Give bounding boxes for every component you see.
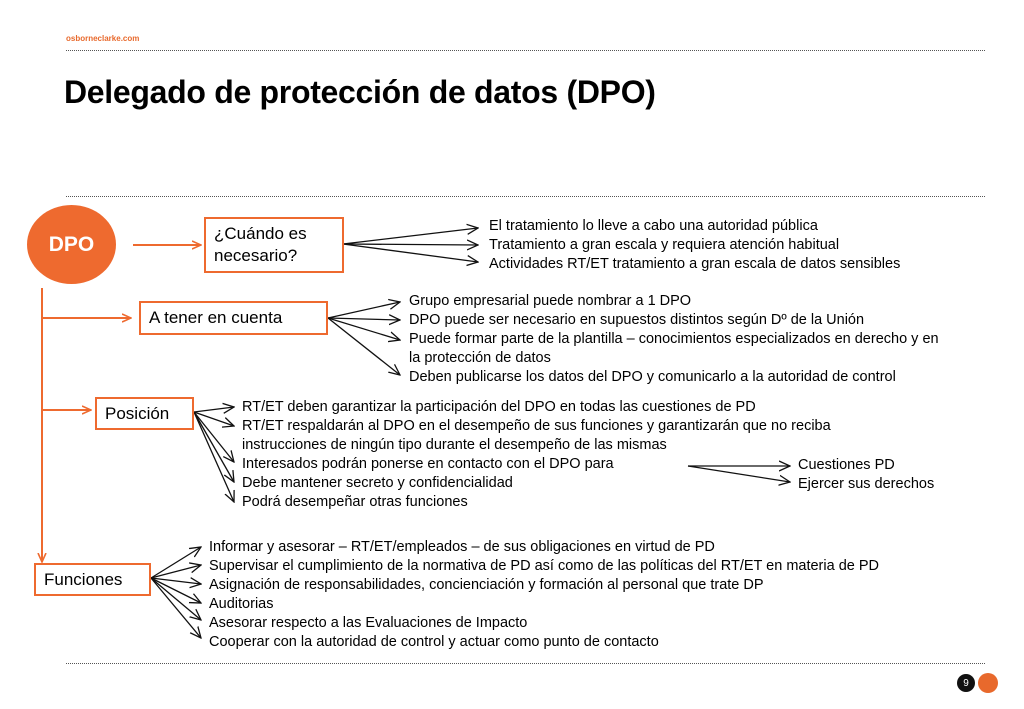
list-item: Tratamiento a gran escala y requiera atención habitual: [489, 237, 840, 253]
posicion-list: [242, 398, 831, 512]
list-item: El tratamiento lo lleve a cabo una autoridad pública: [489, 218, 818, 234]
list-item: Grupo empresarial puede nombrar a 1 DPO: [409, 293, 692, 309]
posicion-sublist: [798, 456, 934, 494]
list-item: Asesorar respecto a las Evaluaciones de Impacto: [209, 615, 528, 631]
list-item: Cooperar con la autoridad de control y actuar como punto de contacto: [209, 634, 659, 650]
page-number-badge: [957, 674, 975, 692]
list-item: RT/ET deben garantizar la participación del DPO en todas las cuestiones de PD: [242, 399, 756, 415]
posicion-node: [95, 397, 194, 430]
list-item: Actividades RT/ET tratamiento a gran escala de datos sensibles: [489, 256, 901, 272]
page-number: 9: [963, 677, 969, 689]
list-item: Debe mantener secreto y confidencialidad: [242, 475, 513, 491]
list-item: RT/ET respaldarán al DPO en el desempeño de sus funciones y garantizarán que no reciba: [242, 418, 831, 434]
page-title: Delegado de protección de datos (DPO): [64, 74, 656, 110]
list-item: instrucciones de ningún tipo durante el desempeño de las mismas: [242, 437, 667, 453]
funciones-list: [209, 538, 879, 652]
dpo-root-label: DPO: [48, 232, 95, 256]
cuando-list: [489, 217, 900, 274]
list-item: Puede formar parte de la plantilla – conocimientos especializados en derecho y en: [409, 331, 939, 347]
tener-node: [139, 301, 328, 335]
brand-url[interactable]: osborneclarke.com: [66, 34, 140, 43]
tener-list: [409, 292, 939, 387]
list-item: DPO puede ser necesario en supuestos distintos según Dº de la Unión: [409, 312, 865, 328]
dpo-root-node: [27, 205, 116, 284]
list-item: Informar y asesorar – RT/ET/empleados – de sus obligaciones en virtud de PD: [209, 539, 715, 555]
funciones-node: [34, 563, 151, 596]
funciones-label: Funciones: [44, 569, 123, 589]
list-item: Deben publicarse los datos del DPO y comunicarlo a la autoridad de control: [409, 369, 896, 385]
posicion-label: Posición: [105, 403, 170, 423]
cuando-label: ¿Cuándo es necesario?: [214, 224, 307, 265]
list-item: Podrá desempeñar otras funciones: [242, 494, 468, 510]
page-tab-icon: [978, 673, 998, 693]
tener-label: A tener en cuenta: [149, 308, 283, 327]
list-item: Interesados podrán ponerse en contacto con el DPO para: [242, 456, 614, 472]
list-item: Cuestiones PD: [798, 457, 895, 473]
list-item: Ejercer sus derechos: [798, 476, 935, 492]
list-item: Auditorias: [209, 596, 274, 612]
list-item: Supervisar el cumplimiento de la normativa de PD así como de las políticas del RT/ET en materia de PD: [209, 558, 879, 574]
list-item: la protección de datos: [409, 350, 551, 366]
list-item: Asignación de responsabilidades, concienciación y formación al personal que trate DP: [209, 577, 764, 593]
cuando-node: [204, 217, 344, 273]
